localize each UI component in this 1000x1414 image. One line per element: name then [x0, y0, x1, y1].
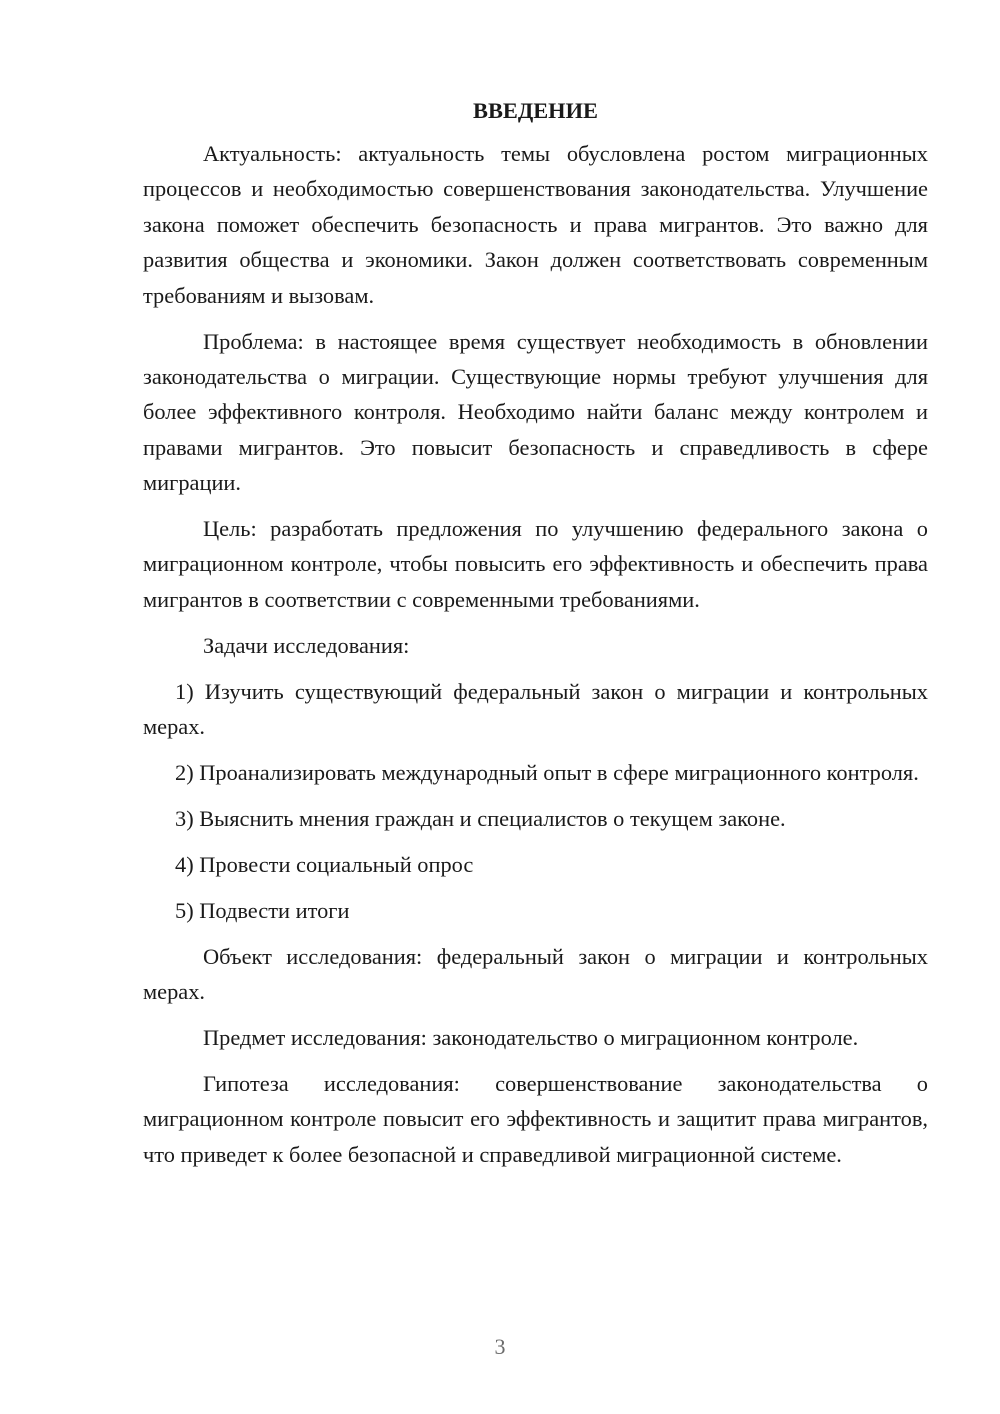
page-number: 3: [494, 1334, 506, 1359]
task-item: 5) Подвести итоги: [175, 897, 350, 923]
paragraph-problem: Проблема: в настоящее время существует необходимость в обновлении законодательства о миграции. Существующие нормы требуют улучшения для более эффективного контроля. Необходимо найти баланс между контролем и правами мигрантов. Это повысит безопасность и справедливость в сфере миграции.: [143, 328, 928, 496]
section-title: ВВЕДЕНИЕ: [473, 98, 598, 123]
paragraph-tasks-heading: Задачи исследования:: [203, 632, 410, 658]
document-page: [143, 94, 928, 1183]
paragraph-hypothesis: Гипотеза исследования: совершенствование законодательства о миграционном контроле повысит его эффективность и защитит права мигрантов, что приведет к более безопасной и справедливой миграционной системе.: [143, 1070, 928, 1167]
task-item: 1) Изучить существующий федеральный закон о миграции и контрольных мерах.: [143, 678, 928, 740]
task-item: 3) Выяснить мнения граждан и специалистов о текущем законе.: [175, 805, 786, 831]
task-item: 2) Проанализировать международный опыт в сфере миграционного контроля.: [175, 760, 919, 785]
paragraph-relevance: Актуальность: актуальность темы обусловлена ростом миграционных процессов и необходимостью совершенствования законодательства. Улучшение закона поможет обеспечить безопасность и права мигрантов. Это важно для развития общества и экономики. Закон должен соответствовать современным требованиям и вызовам.: [143, 141, 928, 308]
task-item: 4) Провести социальный опрос: [175, 851, 474, 877]
paragraph-goal: Цель: разработать предложения по улучшению федерального закона о миграционном контроле, чтобы повысить его эффективность и обеспечить права мигрантов в соответствии с современными требованиями.: [143, 516, 928, 612]
paragraph-object: Объект исследования: федеральный закон о миграции и контрольных мерах.: [143, 943, 928, 1005]
paragraph-subject: Предмет исследования: законодательство о миграционном контроле.: [203, 1024, 859, 1050]
